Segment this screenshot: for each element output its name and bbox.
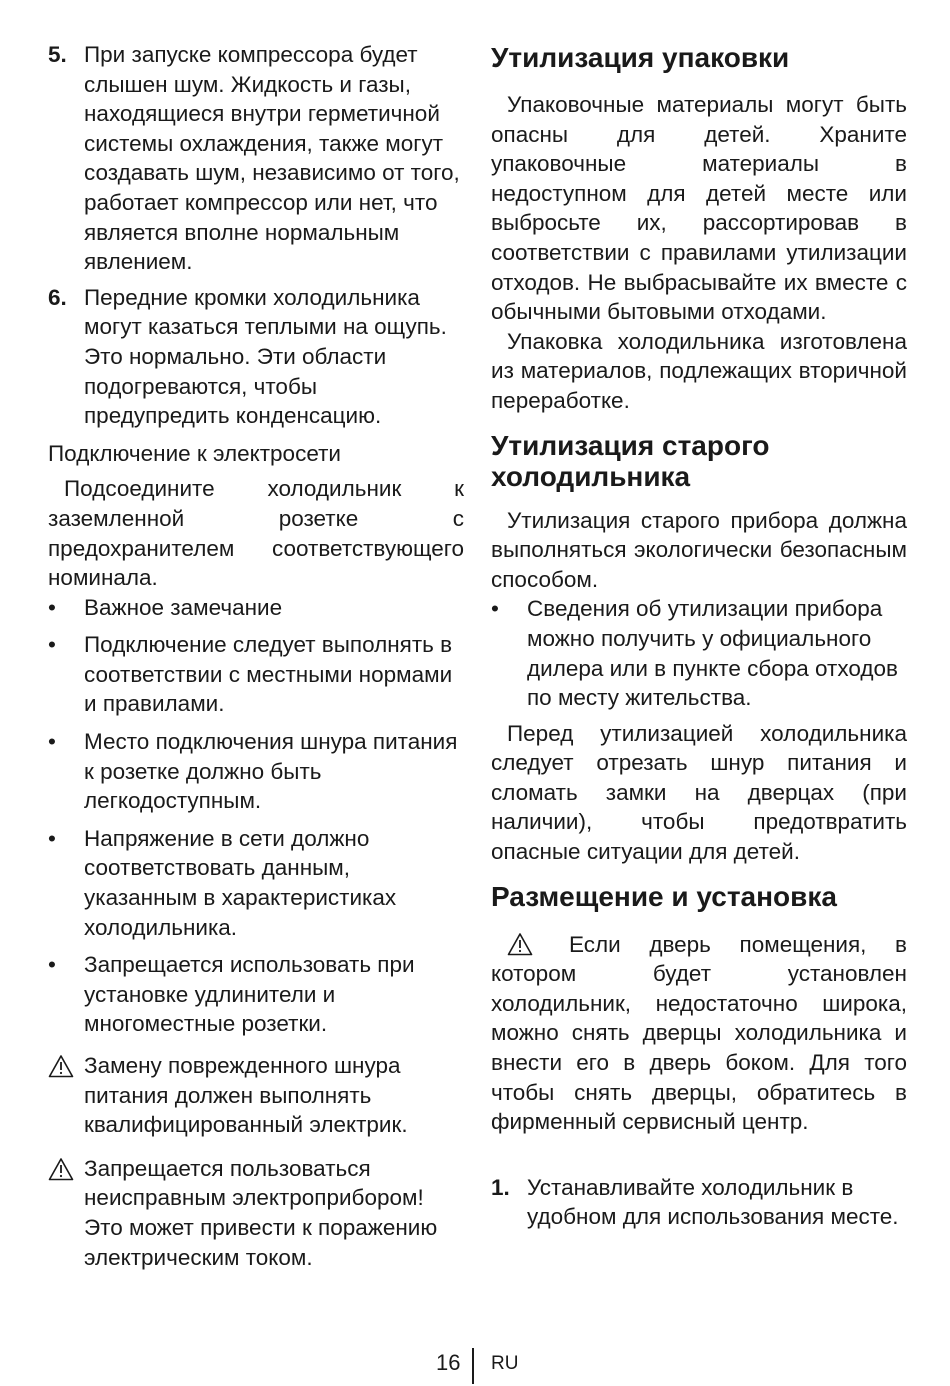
footer-divider xyxy=(472,1348,474,1384)
warning-text: Замену поврежденного шнура питания должен выполнять квалифицированный электрик. xyxy=(84,1053,408,1138)
list-item xyxy=(48,283,464,431)
section-heading: Подключение к электросети xyxy=(48,440,341,466)
warning-text: Если дверь помещения, в котором будет установлен холодильник, недостаточно широка, можно снять дверцы холодильника и внести его в дверь боком. Для того чтобы снять дверцы, обратитесь в фирменный сервисный центр. xyxy=(491,931,907,1135)
bullet-icon: • xyxy=(48,952,56,978)
list-item xyxy=(48,824,464,942)
bullet-text: Сведения об утилизации прибора можно получить у официального дилера или в пункте сбора отходов по месту жительства. xyxy=(527,596,898,711)
paragraph: Упаковка холодильника изготовлена из материалов, подлежащих вторичной переработке. xyxy=(491,328,907,413)
bullet-icon: • xyxy=(491,596,499,622)
right-column xyxy=(491,40,907,1232)
section-title: Утилизация старого холодильника xyxy=(491,429,770,492)
bullet-text: Напряжение в сети должно соответствовать данным, указанным в характеристиках холодильника. xyxy=(84,825,397,940)
item-number: 1. xyxy=(491,1174,510,1200)
bullet-icon: • xyxy=(48,632,56,658)
page-number: 16 xyxy=(436,1350,461,1375)
page-footer xyxy=(0,1348,950,1386)
warning-note xyxy=(48,1051,464,1140)
item-text: Устанавливайте холодильник в удобном для использования месте. xyxy=(527,1174,899,1230)
warning-text: Запрещается пользоваться неисправным электроприбором! Это может привести к поражению электрическим током. xyxy=(84,1155,438,1270)
item-text: При запуске компрессора будет слышен шум. Жидкость и газы, находящиеся внутри герметичной системы охлаждения, также могут создавать шум, независимо от того, работает компрессор или нет, что является вполне нормальным явлением. xyxy=(84,42,460,275)
list-item xyxy=(491,594,907,712)
bullet-text: Важное замечание xyxy=(84,594,283,620)
paragraph: Утилизация старого прибора должна выполняться экологически безопасным способом. xyxy=(491,507,907,592)
paragraph: Перед утилизацией холодильника следует отрезать шнур питания и сломать замки на дверцах (при наличии), чтобы предотвратить опасные ситуации для детей. xyxy=(491,720,907,865)
section-title: Размещение и установка xyxy=(491,880,837,912)
bullet-text: Запрещается использовать при установке удлинители и многоместные розетки. xyxy=(84,952,415,1037)
warning-icon xyxy=(48,1157,74,1181)
bullet-icon: • xyxy=(48,729,56,755)
item-number: 6. xyxy=(48,284,67,310)
warning-icon xyxy=(48,1054,74,1078)
list-item xyxy=(48,40,464,277)
bullet-icon: • xyxy=(48,825,56,851)
item-number: 5. xyxy=(48,42,67,67)
warning-icon xyxy=(507,932,533,956)
paragraph: Подсоедините холодильник к заземленной розетке с предохранителем соответствующего номинала. xyxy=(48,476,464,591)
list-item xyxy=(48,630,464,719)
language-code: RU xyxy=(491,1353,519,1374)
left-column xyxy=(48,40,464,1272)
item-text: Передние кромки холодильника могут казаться теплыми на ощупь. Это нормально. Эти области подогреваются, чтобы предупредить конденсацию. xyxy=(84,284,447,429)
paragraph: Упаковочные материалы могут быть опасны для детей. Храните упаковочные материалы в недоступном для детей месте или выбросьте их, рассортировав в соответствии с правилами утилизации отходов. Не выбрасывайте их вместе с обычными бытовыми отходами. xyxy=(491,92,907,325)
bullet-text: Место подключения шнура питания к розетке должно быть легкодоступным. xyxy=(84,729,458,814)
list-item xyxy=(491,1173,907,1232)
bullet-text: Подключение следует выполнять в соответствии с местными нормами и правилами. xyxy=(84,632,453,717)
list-item xyxy=(48,593,464,623)
warning-note xyxy=(491,930,907,1137)
bullet-icon: • xyxy=(48,594,56,620)
section-title: Утилизация упаковки xyxy=(491,42,790,73)
list-item xyxy=(48,727,464,816)
warning-note xyxy=(48,1154,464,1272)
list-item xyxy=(48,950,464,1039)
